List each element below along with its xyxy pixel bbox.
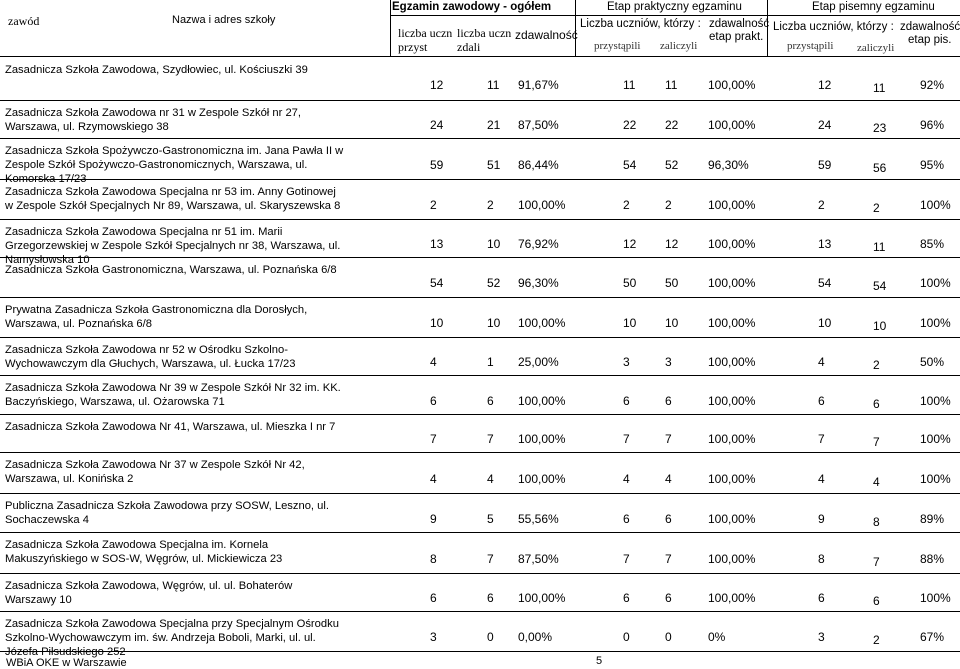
school-name: Zasadnicza Szkoła Gastronomiczna, Warszawa, ul. Poznańska 6/8: [5, 264, 337, 276]
cell-value: 7: [487, 432, 494, 446]
cell-value: 7: [623, 552, 630, 566]
cell-value: 2: [430, 198, 437, 212]
cell-value: 11: [665, 78, 678, 92]
cell-value: 59: [430, 158, 444, 172]
cell-value: 4: [487, 472, 494, 486]
school-name: Zasadnicza Szkoła Zawodowa Nr 39 w Zespole Szkół Nr 32 im. KK. Baczyńskiego, Warszawa, ul. Ożarowska 71: [5, 382, 341, 408]
header-liczba-przyst-2: przyst: [398, 40, 428, 54]
cell-value: 2: [623, 198, 630, 212]
cell-value: 100,00%: [518, 432, 566, 446]
cell-value: 11: [623, 78, 636, 92]
cell-value: 7: [665, 432, 672, 446]
cell-value: 12: [623, 237, 637, 251]
cell-value: 100%: [920, 472, 951, 486]
header-etap-prakt: Etap praktyczny egzaminu: [607, 1, 742, 13]
cell-value: 3: [665, 355, 672, 369]
cell-value: 2: [873, 358, 880, 372]
header-bottom-line: [0, 56, 960, 57]
cell-value: 100,00%: [518, 316, 566, 330]
cell-value: 100,00%: [518, 472, 566, 486]
cell-value: 51: [487, 158, 501, 172]
cell-value: 59: [818, 158, 832, 172]
cell-value: 11: [487, 78, 500, 92]
cell-value: 6: [623, 591, 630, 605]
cell-value: 6: [873, 397, 880, 411]
cell-value: 100,00%: [708, 432, 756, 446]
cell-value: 6: [818, 394, 825, 408]
cell-value: 0: [623, 630, 630, 644]
cell-value: 100,00%: [708, 552, 756, 566]
cell-value: 52: [665, 158, 679, 172]
cell-value: 56: [873, 161, 887, 175]
cell-value: 10: [430, 316, 444, 330]
cell-value: 89%: [920, 512, 945, 526]
cell-value: 87,50%: [518, 552, 559, 566]
cell-value: 13: [430, 237, 444, 251]
cell-value: 6: [487, 591, 494, 605]
cell-value: 54: [818, 276, 832, 290]
school-name: Zasadnicza Szkoła Spożywczo-Gastronomiczna im. Jana Pawła II w Zespole Szkół Spożywczo-Gastronomicznych, Warszawa, ul. Komorska 17/23: [5, 145, 344, 185]
cell-value: 6: [818, 591, 825, 605]
school-name: Zasadnicza Szkoła Zawodowa, Węgrów, ul. ul. Bohaterów Warszawy 10: [5, 580, 293, 606]
cell-value: 96,30%: [708, 158, 749, 172]
cell-value: 10: [818, 316, 832, 330]
cell-value: 100,00%: [708, 276, 756, 290]
cell-value: 85%: [920, 237, 945, 251]
cell-value: 67%: [920, 630, 945, 644]
cell-value: 22: [665, 118, 679, 132]
cell-value: 3: [430, 630, 437, 644]
school-name: Zasadnicza Szkoła Zawodowa Specjalna nr 53 im. Anny Gotinowej w Zespole Szkół Specjalnych Nr 89, Warszawa, ul. Skaryszewska 8: [5, 186, 341, 212]
cell-value: 100%: [920, 276, 951, 290]
header-prakt-liczba: Liczba uczniów, którzy :: [580, 18, 701, 30]
cell-value: 0: [665, 630, 672, 644]
cell-value: 4: [818, 355, 825, 369]
header-zdawalnosc: zdawalność: [515, 28, 578, 42]
cell-value: 100,00%: [708, 316, 756, 330]
cell-value: 92%: [920, 78, 945, 92]
cell-value: 3: [623, 355, 630, 369]
table-header: [0, 0, 960, 56]
header-pis-zdaw-1: zdawalność: [900, 21, 960, 33]
school-name: Zasadnicza Szkoła Zawodowa nr 52 w Ośrodku Szkolno-Wychowawczym dla Głuchych, Warszawa, ul. Łucka 17/23: [5, 344, 296, 370]
cell-value: 100,00%: [708, 198, 756, 212]
cell-value: 10: [623, 316, 637, 330]
cell-value: 100,00%: [518, 198, 566, 212]
cell-value: 11: [873, 81, 886, 95]
cell-value: 7: [487, 552, 494, 566]
cell-value: 4: [873, 475, 880, 489]
cell-value: 6: [665, 591, 672, 605]
header-divider: [390, 0, 391, 56]
cell-value: 12: [665, 237, 679, 251]
table-row: [0, 453, 960, 494]
header-prakt-przystapili: przystąpili: [594, 40, 641, 52]
cell-value: 1: [487, 355, 494, 369]
cell-value: 5: [487, 512, 494, 526]
cell-value: 6: [430, 394, 437, 408]
cell-value: 7: [873, 435, 880, 449]
cell-value: 54: [873, 279, 887, 293]
header-zawod: zawód: [8, 14, 40, 28]
school-name: Publiczna Zasadnicza Szkoła Zawodowa przy SOSW, Leszno, ul. Sochaczewska 4: [5, 500, 329, 526]
cell-value: 2: [665, 198, 672, 212]
cell-value: 100,00%: [708, 237, 756, 251]
table-row: [0, 494, 960, 533]
cell-value: 100%: [920, 432, 951, 446]
cell-value: 100,00%: [518, 591, 566, 605]
table-row: [0, 376, 960, 415]
table-row: [0, 612, 960, 658]
cell-value: 7: [623, 432, 630, 446]
cell-value: 100,00%: [708, 591, 756, 605]
cell-value: 55,56%: [518, 512, 559, 526]
header-liczba-zdali-1: liczba uczn: [457, 26, 512, 40]
cell-value: 9: [430, 512, 437, 526]
cell-value: 100%: [920, 591, 951, 605]
cell-value: 54: [430, 276, 444, 290]
school-name: Zasadnicza Szkoła Zawodowa, Szydłowiec, ul. Kościuszki 39: [5, 64, 308, 76]
cell-value: 2: [487, 198, 494, 212]
cell-value: 12: [818, 78, 832, 92]
cell-value: 24: [430, 118, 444, 132]
table-row: [0, 58, 960, 101]
header-pis-liczba: Liczba uczniów, którzy :: [773, 21, 894, 33]
cell-value: 22: [623, 118, 637, 132]
header-prakt-zaliczyli: zaliczyli: [660, 40, 698, 52]
cell-value: 0: [487, 630, 494, 644]
cell-value: 4: [665, 472, 672, 486]
table-row: [0, 298, 960, 338]
cell-value: 100,00%: [708, 472, 756, 486]
cell-value: 23: [873, 121, 887, 135]
cell-value: 6: [873, 594, 880, 608]
cell-value: 13: [818, 237, 832, 251]
table-row: [0, 180, 960, 220]
cell-value: 4: [430, 472, 437, 486]
header-pis-przystapili: przystąpili: [787, 40, 834, 52]
school-name: Zasadnicza Szkoła Zawodowa Specjalna nr 51 im. Marii Grzegorzewskiej w Zespole Szkół Specjalnych nr 38, Warszawa, ul. Namysłowska 10: [5, 226, 341, 266]
cell-value: 7: [818, 432, 825, 446]
cell-value: 2: [873, 201, 880, 215]
cell-value: 87,50%: [518, 118, 559, 132]
cell-value: 0,00%: [518, 630, 553, 644]
cell-value: 50: [623, 276, 637, 290]
cell-value: 6: [623, 512, 630, 526]
cell-value: 9: [818, 512, 825, 526]
cell-value: 100%: [920, 316, 951, 330]
cell-value: 50%: [920, 355, 945, 369]
cell-value: 0%: [708, 630, 726, 644]
cell-value: 100,00%: [708, 355, 756, 369]
cell-value: 8: [430, 552, 437, 566]
table-row: [0, 338, 960, 376]
header-nazwa: Nazwa i adres szkoły: [172, 14, 276, 26]
cell-value: 4: [623, 472, 630, 486]
table-row: [0, 220, 960, 266]
cell-value: 76,92%: [518, 237, 559, 251]
table-row: [0, 101, 960, 139]
header-prakt-zdaw-1: zdawalność: [709, 18, 770, 30]
cell-value: 100,00%: [708, 118, 756, 132]
cell-value: 6: [623, 394, 630, 408]
header-prakt-zdaw-2: etap prakt.: [709, 31, 764, 43]
cell-value: 91,67%: [518, 78, 559, 92]
cell-value: 7: [873, 555, 880, 569]
header-liczba-przyst-1: liczba uczn: [398, 26, 453, 40]
table-row: [0, 574, 960, 612]
footer-left: WBiA OKE w Warszawie: [6, 657, 127, 669]
cell-value: 52: [487, 276, 501, 290]
table-body: [0, 58, 960, 658]
cell-value: 4: [430, 355, 437, 369]
header-pis-zaliczyli: zaliczyli: [857, 42, 895, 54]
cell-value: 100%: [920, 198, 951, 212]
cell-value: 10: [487, 316, 501, 330]
header-etap-pis: Etap pisemny egzaminu: [812, 1, 935, 13]
footer-page-number: 5: [596, 655, 603, 667]
cell-value: 25,00%: [518, 355, 559, 369]
school-name: Zasadnicza Szkoła Zawodowa Nr 41, Warszawa, ul. Mieszka I nr 7: [5, 421, 336, 433]
cell-value: 50: [665, 276, 679, 290]
cell-value: 11: [873, 240, 886, 254]
cell-value: 6: [665, 394, 672, 408]
school-name: Zasadnicza Szkoła Zawodowa Specjalna przy Specjalnym Ośrodku Szkolno-Wychowawczym im. św. Andrzeja Boboli, Marki, ul. ul. Józefa Piłsudskiego 252: [5, 618, 339, 658]
cell-value: 21: [487, 118, 501, 132]
cell-value: 88%: [920, 552, 945, 566]
cell-value: 7: [665, 552, 672, 566]
table-row: [0, 139, 960, 185]
cell-value: 12: [430, 78, 444, 92]
cell-value: 96%: [920, 118, 945, 132]
cell-value: 96,30%: [518, 276, 559, 290]
table-row: [0, 533, 960, 574]
cell-value: 4: [818, 472, 825, 486]
cell-value: 100,00%: [518, 394, 566, 408]
cell-value: 6: [487, 394, 494, 408]
cell-value: 8: [873, 515, 880, 529]
header-hline: [390, 15, 960, 16]
header-pis-zdaw-2: etap pis.: [908, 34, 952, 46]
cell-value: 24: [818, 118, 832, 132]
cell-value: 6: [665, 512, 672, 526]
cell-value: 100,00%: [708, 512, 756, 526]
cell-value: 54: [623, 158, 637, 172]
cell-value: 100,00%: [708, 78, 756, 92]
school-name: Zasadnicza Szkoła Zawodowa Nr 37 w Zespole Szkół Nr 42, Warszawa, ul. Konińska 2: [5, 459, 305, 485]
header-egzamin: Egzamin zawodowy - ogółem: [392, 1, 552, 13]
cell-value: 3: [818, 630, 825, 644]
school-name: Zasadnicza Szkoła Zawodowa nr 31 w Zespole Szkół nr 27, Warszawa, ul. Rzymowskiego 38: [5, 107, 301, 133]
cell-value: 8: [818, 552, 825, 566]
cell-value: 100%: [920, 394, 951, 408]
table-row: [0, 258, 960, 298]
cell-value: 6: [430, 591, 437, 605]
cell-value: 10: [665, 316, 679, 330]
cell-value: 2: [873, 633, 880, 647]
table-row: [0, 415, 960, 453]
cell-value: 10: [873, 319, 887, 333]
cell-value: 10: [487, 237, 501, 251]
cell-value: 86,44%: [518, 158, 559, 172]
school-name: Prywatna Zasadnicza Szkoła Gastronomiczna dla Dorosłych, Warszawa, ul. Poznańska 6/8: [5, 304, 308, 330]
school-name: Zasadnicza Szkoła Zawodowa Specjalna im. Kornela Makuszyńskiego w SOS-W, Węgrów, ul. Mickiewicza 23: [5, 539, 283, 565]
cell-value: 2: [818, 198, 825, 212]
header-liczba-zdali-2: zdali: [457, 40, 481, 54]
cell-value: 95%: [920, 158, 945, 172]
cell-value: 7: [430, 432, 437, 446]
cell-value: 100,00%: [708, 394, 756, 408]
